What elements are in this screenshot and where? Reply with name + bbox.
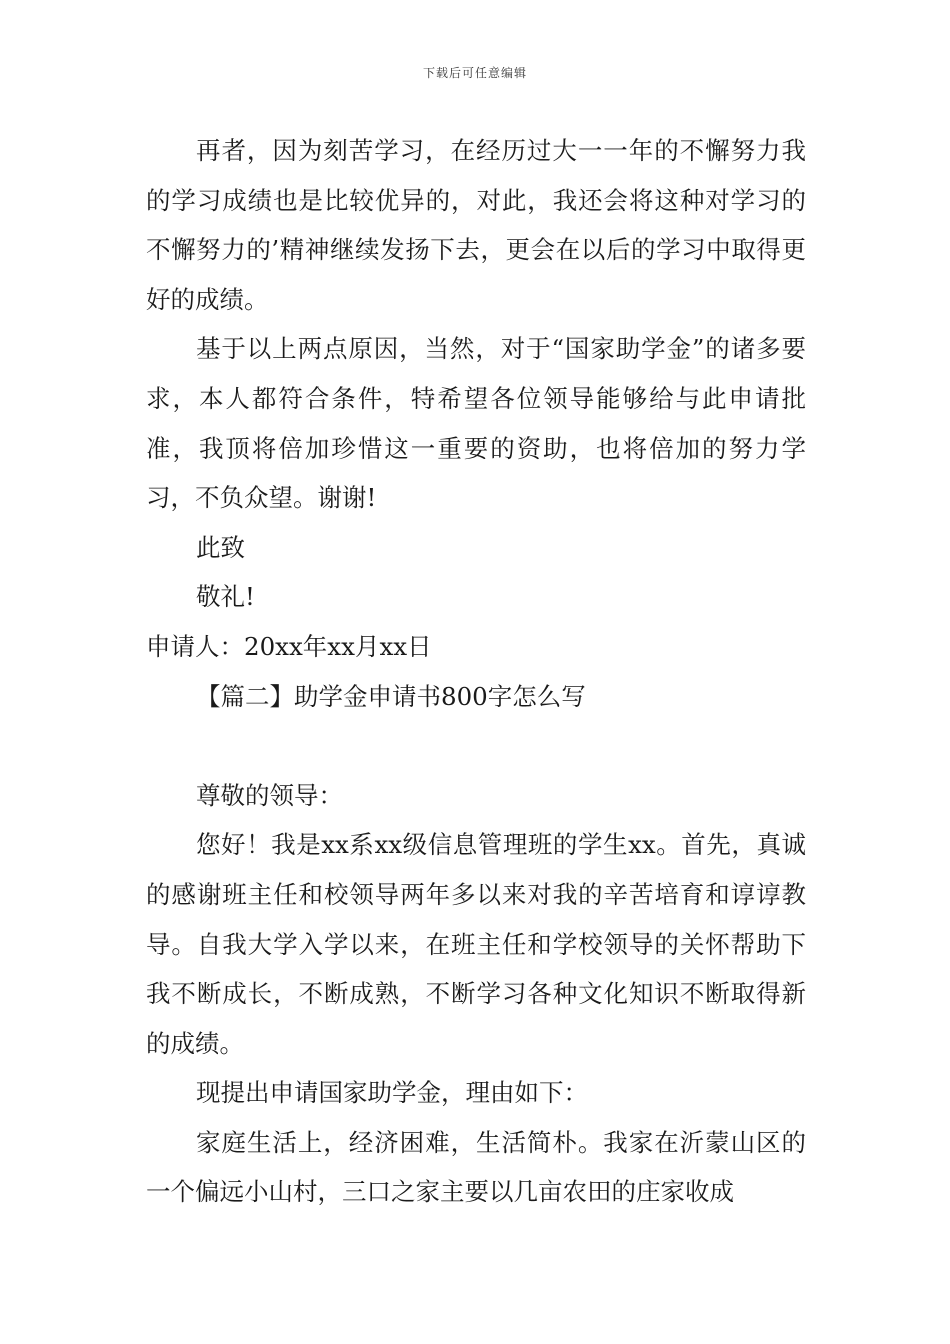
paragraph-greeting: 您好！我是xx系xx级信息管理班的学生xx。首先，真诚的感谢班主任和校领导两年多以来对我的辛苦培育和谆谆教导。自我大学入学以来，在班主任和学校领导的关怀帮助下我不断成长，不断成熟，不断学习各种文化知识不断取得新的成绩。 <box>146 830 806 1058</box>
section-title: 【篇二】助学金申请书800字怎么写 <box>196 681 586 711</box>
signature-line: 申请人：20xx年xx月xx日 <box>146 631 432 661</box>
paragraph-reasons-intro: 现提出申请国家助学金，理由如下： <box>196 1078 588 1108</box>
salutation: 尊敬的领导： <box>196 780 343 810</box>
document-body <box>146 126 806 1217</box>
paragraph-request-reason: 基于以上两点原因，当然，对于“国家助学金”的诸多要求，本人都符合条件，特希望各位领导能够给与此申请批准，我顶将倍加珍惜这一重要的资助，也将倍加的努力学习，不负众望。谢谢! <box>146 334 806 513</box>
paragraph-family-situation: 家庭生活上，经济困难，生活简朴。我家在沂蒙山区的一个偏远小山村，三口之家主要以几亩农田的庄家收成 <box>146 1127 806 1207</box>
paragraph-study-effort: 再者，因为刻苦学习，在经历过大一一年的不懈努力我的学习成绩也是比较优异的，对此，我还会将这种对学习的不懈努力的’精神继续发扬下去，更会在以后的学习中取得更好的成绩。 <box>146 136 806 314</box>
blank-line <box>146 721 806 771</box>
closing-line-1: 此致 <box>196 532 245 562</box>
closing-line-2: 敬礼! <box>196 582 255 612</box>
page-header: 下载后可任意编辑 <box>422 66 527 80</box>
